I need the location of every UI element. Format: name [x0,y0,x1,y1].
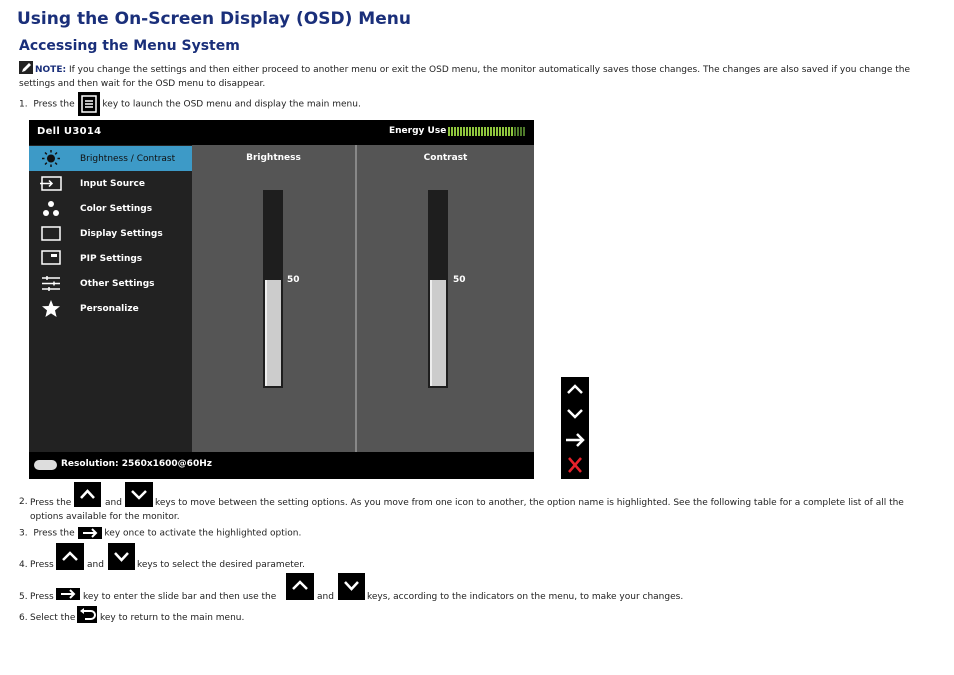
step-text: and [105,498,122,508]
note-text: If you change the settings and then either proceed to another menu or exit the OSD menu, the monitor automatically saves those changes. The changes are also saved if you change the settings and then wait for the OSD menu to disappear. [19,65,911,89]
energy-bar-segment [448,127,450,136]
down-key-icon [108,543,135,570]
step-text: key to return to the main menu. [100,613,245,623]
step-number: 2. [19,497,28,507]
osd-model-name: Dell U3014 [37,126,102,137]
osd-screenshot [29,120,534,479]
energy-bar-segment [454,127,456,136]
up-key-icon [74,482,101,507]
step-text: Select the [30,613,76,623]
back-key-icon [77,606,97,623]
up-key-icon [286,573,314,600]
contrast-slider[interactable] [428,190,448,388]
energy-bar-segment [514,127,516,136]
energy-bar-segment [511,127,513,136]
step-number: 4. [19,560,28,570]
contrast-slider-fill [430,280,446,386]
contrast-value: 50 [453,275,466,285]
osd-menu-item[interactable] [29,146,192,171]
step-text: Press [30,560,54,570]
energy-use-label: Energy Use [389,126,447,136]
osd-side-keys [561,377,589,479]
step-number: 3. [19,528,28,539]
step-text: options available for the monitor. [30,512,180,522]
energy-bar-segment [484,127,486,136]
step-text: Press [30,592,54,602]
step-text: key once to activate the highlighted option. [104,528,302,539]
step-text: Press the [30,498,72,508]
input-source-icon [40,175,62,192]
step-text: keys to move between the setting options. As you move from one icon to another, the option name is highlighted. See the following table for a complete list of all the [155,498,904,508]
hdmi-connector-icon [34,460,57,470]
step-text: Press the [33,528,75,539]
osd-main-menu [29,145,192,452]
energy-bar-segment [499,127,501,136]
osd-menu-item[interactable] [29,196,192,221]
right-arrow-icon[interactable] [566,434,583,446]
contrast-pane [357,145,534,452]
energy-bar-segment [505,127,507,136]
down-icon[interactable] [568,410,582,417]
energy-bar-segment [451,127,453,136]
step-3 [19,527,301,540]
energy-bar-segment [517,127,519,136]
step-text: Press the [33,99,75,110]
energy-bar-segment [481,127,483,136]
brightness-slider[interactable] [263,190,283,388]
up-icon[interactable] [568,386,582,393]
display-settings-icon [40,225,62,242]
energy-bar-segment [496,127,498,136]
step-number: 5. [19,592,28,602]
osd-footer [29,452,534,479]
energy-bar-segment [469,127,471,136]
osd-menu-item-label: Display Settings [80,229,163,239]
step-text: and [87,560,104,570]
osd-menu-item-label: Other Settings [80,279,155,289]
enter-key-icon [78,527,102,539]
energy-bar-segment [475,127,477,136]
energy-bar-segment [493,127,495,136]
osd-menu-item-label: Color Settings [80,204,153,214]
energy-bar-segment [487,127,489,136]
note-paragraph [19,61,937,91]
osd-menu-item[interactable] [29,271,192,296]
osd-menu-item-label: Personalize [80,304,139,314]
brightness-value: 50 [287,275,300,285]
step-text: and [317,592,334,602]
menu-key-icon [78,92,100,116]
close-icon[interactable] [569,458,581,472]
energy-bar-segment [502,127,504,136]
energy-bar-segment [478,127,480,136]
page-title: Using the On-Screen Display (OSD) Menu [17,9,411,29]
energy-bar-segment [457,127,459,136]
resolution-text: Resolution: 2560x1600@60Hz [61,459,212,469]
osd-header [29,120,534,145]
contrast-label: Contrast [423,153,468,163]
osd-menu-item-label: Brightness / Contrast [80,154,176,164]
energy-bar-segment [472,127,474,136]
brightness-label: Brightness [246,153,301,163]
note-label: NOTE: [35,65,67,75]
section-heading: Accessing the Menu System [19,38,240,54]
star-icon [40,300,62,317]
other-settings-icon [40,275,62,292]
brightness-slider-fill [265,280,281,386]
energy-bar-segment [523,127,525,136]
down-key-icon [338,573,365,600]
enter-key-icon [56,588,80,600]
energy-use-meter [448,127,526,136]
energy-bar-segment [463,127,465,136]
up-key-icon [56,543,84,570]
osd-menu-item-label: PIP Settings [80,254,143,264]
note-pencil-icon [19,61,33,74]
color-settings-icon [40,200,62,217]
energy-bar-segment [460,127,462,136]
energy-bar-segment [520,127,522,136]
osd-menu-item[interactable] [29,246,192,271]
osd-menu-item-label: Input Source [80,179,145,189]
step-text: key to launch the OSD menu and display the main menu. [102,99,361,110]
brightness-pane [192,145,355,452]
osd-menu-item[interactable] [29,296,192,321]
pip-settings-icon [40,250,62,267]
step-number: 6. [19,613,28,623]
energy-bar-segment [490,127,492,136]
step-text: keys, according to the indicators on the menu, to make your changes. [367,592,684,602]
brightness-icon [40,150,62,167]
energy-bar-segment [466,127,468,136]
down-key-icon [125,482,153,507]
osd-menu-item[interactable] [29,171,192,196]
step-number: 1. [19,99,28,110]
energy-bar-segment [508,127,510,136]
step-text: keys to select the desired parameter. [137,560,306,570]
step-text: key to enter the slide bar and then use the [83,592,277,602]
osd-menu-item[interactable] [29,221,192,246]
step-1 [19,92,361,116]
